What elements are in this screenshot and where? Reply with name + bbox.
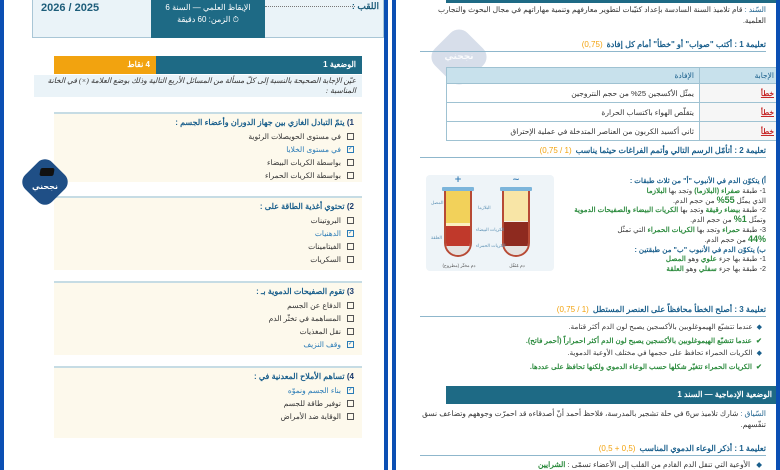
question-4 (54, 366, 362, 438)
checkbox[interactable] (347, 256, 354, 263)
label-white-cells: الكريات البيضاء (476, 227, 505, 232)
answer-cell[interactable]: خطأ (700, 103, 780, 122)
correction-list (432, 321, 762, 373)
support-label: السّند : (744, 5, 766, 14)
checkbox[interactable] (347, 328, 354, 335)
wrong-statement: ◆عندما تتشبّع الهيموغلوبين بالأكسجين يصبح لون الدم أكثر قتامة. (568, 322, 762, 331)
support-body: قام تلاميذ السنة السادسة بإعداد كتيّبات لتطوير معارفهم وتنمية مهاراتهم في مجال البحوث والتجارب العلمية. (437, 5, 766, 25)
serum-layer (446, 191, 470, 223)
layer-1: 1- طبقة صفراء (البلازما) وتجد بها البلازما الذي يمثّل 55% من حجم الدم. (646, 185, 766, 205)
question-title: 2) تحتوي أغذية الطاقة على : (259, 202, 354, 211)
option-checked[interactable]: ✓ في مستوى الخلايا (286, 145, 353, 154)
tube-bottom (504, 246, 528, 257)
situation-title: الوضعية 1 (156, 56, 362, 74)
checkmark-icon: ✔ (755, 361, 762, 371)
label-red-cells: الكريات الحمراء (476, 243, 506, 248)
statement-cell: ثاني أكسيد الكربون من العناصر المتدخلة في عملية الإحتراق (447, 122, 700, 141)
option[interactable]: البروتينات (54, 214, 354, 227)
checkbox-checked[interactable]: ✓ (347, 146, 353, 152)
question-3 (54, 281, 362, 355)
subject-line: الإيقاظ العلمي — السنة 6 (165, 3, 251, 12)
checkbox[interactable] (347, 133, 354, 140)
statement-cell: يتقلّص الهواء باكتساب الحرارة (447, 103, 700, 122)
time-label: الزمن: 60 دقيقة (177, 15, 231, 24)
red-cells-layer (504, 222, 528, 246)
diamond-bullet-icon: ◆ (756, 324, 762, 331)
caption-tube-a: دم مُثفّل (509, 263, 525, 268)
logo-text: نجحني (32, 182, 58, 191)
true-false-table (446, 67, 780, 141)
clot-layer (446, 226, 470, 246)
context-label: السّياق : (740, 409, 766, 418)
option[interactable]: الوقاية ضد الأمراض (54, 410, 354, 423)
task-3-heading: تعليمة 3 : أصلح الخطأ محافظاً على العنصر المستطل(1 / 0,75) (420, 305, 766, 317)
tube-b-symbol: + (454, 175, 462, 185)
table-row (447, 103, 780, 122)
option-checked[interactable]: ✓ بناء الجسم ونموّه (287, 386, 353, 395)
test-tube-clotted (444, 191, 472, 257)
diamond-bullet-icon: ◆ (756, 350, 762, 357)
option[interactable]: الدفاع عن الجسم (54, 299, 354, 312)
task-points: (0,5 + 0,5) (598, 444, 636, 453)
exam-page-right (392, 0, 780, 470)
exam-time (151, 14, 265, 26)
question-title: 1) يتمّ التبادل الغازي بين جهاز الدوران وأعضاء الجسم : (175, 118, 354, 127)
question-2 (54, 196, 362, 270)
tube-b-layer-2: 2- طبقة بها جزء سفلي وهو العلقة (666, 264, 766, 274)
name-field[interactable] (265, 6, 355, 7)
question-title: 3) تقوم الصفيحات الدموية بـ : (256, 287, 354, 296)
checkbox[interactable] (347, 159, 354, 166)
answer-cell[interactable]: خطأ (700, 84, 780, 103)
name-label: اللقب : (351, 1, 379, 11)
caption-tube-b: دم مخثّر (مطروح) (442, 263, 476, 268)
task-points: (0,75) (581, 40, 603, 49)
plasma-layer (504, 191, 528, 221)
checkbox[interactable] (347, 315, 354, 322)
col-answer: الإجابة (700, 68, 780, 84)
option[interactable]: بواسطة الكريات الحمراء (54, 169, 354, 182)
task-1-heading: تعليمة 1 : أكتب "صواب" أو "خطأ" أمام كل إفادة(0,75) (420, 40, 766, 52)
option[interactable]: في مستوى الحويصلات الرئوية (54, 130, 354, 143)
question-title: 4) تساهم الأملاح المعدنية في : (253, 372, 354, 381)
checkbox[interactable] (347, 243, 354, 250)
option[interactable]: المساهمة في تخثّر الدم (54, 312, 354, 325)
corrected-statement: ✔الكريات الحمراء تتغيّر شكلها حسب الوعاء الدموي ولكنها تحافظ على عددها. (529, 361, 762, 371)
label-plasma: البلازما (478, 205, 491, 210)
exam-page-left (0, 0, 388, 470)
tube-b-layer-1: 1- طبقة بها جزء علوي وهو المصل (665, 254, 766, 264)
blood-layers-text: أ) يتكوّن الدم في الأنبوب "أ" من ثلاث طبقات : 1- طبقة صفراء (البلازما) وتجد بها البلازما الذي يمثّل 55% من حجم الدم. 2- طبقة بيضاء رقيقة وتجد بها الكريات البيضاء والصفيحات الدموية وتمثّل 1% من حجم الدم. 3- طبقة حمراء وتجد بها الكريات الحمراء التي تمثّل 44% من حجم الدم. ب) يتكوّن الدم في الأنبوب "ب" من طبقتين : 1- طبقة بها جزء علوي وهو المصل 2- طبقة بها جزء سفلي وهو العلقة (571, 176, 766, 274)
checkbox-checked[interactable]: ✓ (347, 230, 353, 236)
answer-cell[interactable]: خطأ (700, 122, 780, 141)
tube-bottom (446, 246, 470, 257)
context-body: شارك تلاميذ س6 في حلة تشجير بالمدرسة، فلاحظ أحمد أنّ أصدقاءه قد احمرّت وجوههم وتضاعف نسق تنفّسهم. (422, 409, 766, 429)
task-2-heading: تعليمة 2 : أتأمّل الرسم التالي وأتمم الفراغات حيثما يناسب(1 / 0,75) (420, 146, 766, 158)
vessel-item: ◆ الأوعية التي تنقل الدم القادم من القلب إلى الأعضاء تسمّى : الشرايين (538, 460, 762, 469)
layer-3: 3- طبقة حمراء وتجد بها الكريات الحمراء التي تمثّل 44% من حجم الدم. (617, 224, 766, 244)
corrected-statement: ✔عندما تتشبّع الهيموغلوبين بالأكسجين يصبح لون الدم أكثر احمراراً (أحمر فاتح). (525, 335, 762, 345)
option[interactable]: بواسطة الكريات البيضاء (54, 156, 354, 169)
vessel-answer: الشرايين (538, 460, 566, 469)
option[interactable]: السكريات (54, 253, 354, 266)
watermark-text: نجحني (444, 52, 474, 62)
label-clot: العلقة (431, 235, 442, 240)
layer-2: 2- طبقة بيضاء رقيقة وتجد بها الكريات البيضاء والصفيحات الدموية وتمثّل 1% من حجم الدم. (574, 205, 766, 225)
top-bar (446, 0, 776, 3)
checkbox[interactable] (347, 302, 354, 309)
task-points: (1 / 0,75) (539, 146, 572, 155)
test-tube-centrifuged (502, 191, 530, 257)
label-serum: المصل (431, 200, 444, 205)
exam-info-block (151, 0, 265, 38)
task-points: (1 / 0,75) (556, 305, 589, 314)
checkbox[interactable] (347, 400, 354, 407)
option[interactable]: توفير طاقة للجسم (54, 397, 354, 410)
exam-header (32, 0, 384, 38)
integration-situation-bar: الوضعية الإدماجية — السند 1 (446, 386, 780, 404)
situation-1-bar (54, 56, 362, 74)
context-text (416, 408, 766, 430)
option-checked[interactable]: ✓ الدهنيات (314, 229, 353, 238)
statement-cell: يمثّل الأكسجين 25% من حجم النتروجين (447, 84, 700, 103)
checkbox-checked[interactable]: ✓ (347, 341, 353, 347)
table-row (447, 122, 780, 141)
blood-tubes-diagram (426, 175, 554, 271)
tube-a-symbol: ~ (512, 175, 520, 185)
integration-task-1-heading: تعليمة 1 : أذكر الوعاء الدموي المناسب(0,5 + 0,5) (420, 444, 766, 456)
checkbox[interactable] (347, 172, 354, 179)
checkbox[interactable] (347, 217, 354, 224)
checkbox-checked[interactable]: ✓ (347, 387, 353, 393)
checkmark-icon: ✔ (755, 335, 762, 345)
table-header (447, 68, 780, 84)
option[interactable]: نقل المغذيات (54, 325, 354, 338)
wrong-statement: ◆الكريات الحمراء تحافظ على حجمها في مختلف الأوعية الدموية. (567, 348, 762, 357)
col-statement: الإفادة (447, 68, 700, 84)
option[interactable]: الفيتامينات (54, 240, 354, 253)
situation-instruction: عيّن الإجابة الصحيحة بالنسبة إلى كلّ مسألة من المسائل الأربع التالية وذلك بوضع العلامة (×) في الخانة المناسبة : (34, 75, 362, 97)
support-text (416, 4, 766, 26)
stopwatch-icon: ⏱ (232, 15, 239, 24)
school-year: 2026 / 2025 (41, 2, 100, 14)
table-row (447, 84, 780, 103)
option-checked[interactable]: ✓ وقف النزيف (303, 340, 353, 349)
question-1 (54, 112, 362, 182)
checkbox[interactable] (347, 413, 354, 420)
diamond-bullet-icon: ◆ (756, 460, 762, 469)
situation-points: 4 نقاط (54, 56, 156, 74)
